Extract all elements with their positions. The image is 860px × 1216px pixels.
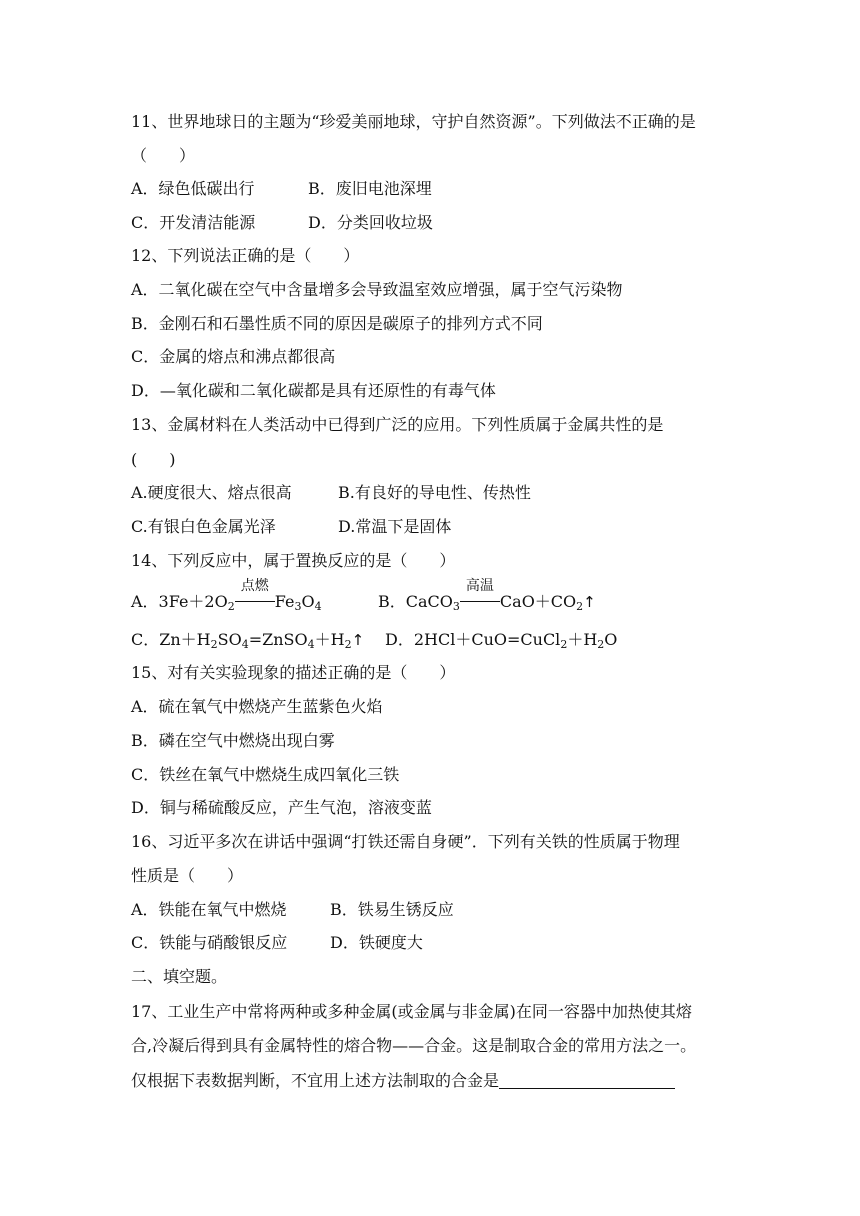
q12-stem: 12、下列说法正确的是（ ） (131, 246, 360, 265)
q16-options-row1 (131, 900, 454, 920)
q15-stem: 15、对有关实验现象的描述正确的是（ ） (131, 663, 456, 682)
q12-option-a: A．二氧化碳在空气中含量增多会导致温室效应增强，属于空气污染物 (131, 280, 623, 299)
q16-stem-line2: 性质是（ ） (131, 866, 244, 885)
q16-option-b: B．铁易生锈反应 (330, 900, 454, 919)
q15-option-d: D．铜与稀硫酸反应，产生气泡，溶液变蓝 (131, 798, 432, 817)
section-fill-in-title: 二、填空题。 (131, 967, 228, 986)
q13-options-row2 (131, 517, 452, 537)
q17-answer-blank[interactable] (499, 1070, 675, 1089)
q17-stem-line3: 仅根据下表数据判断，不宜用上述方法制取的合金是 (131, 1070, 675, 1091)
q17-stem-line1: 17、工业生产中常将两种或多种金属(或金属与非金属)在同一容器中加热使其熔 (131, 1002, 692, 1021)
q12-option-b: B．金刚石和石墨性质不同的原因是碳原子的排列方式不同 (131, 314, 543, 333)
q11-options-row2 (131, 213, 433, 233)
q11-stem-line2: （ ） (131, 146, 196, 165)
q14-a-reaction-condition: 点燃 (235, 592, 275, 612)
q12-option-d: D．—氧化碳和二氧化碳都是具有还原性的有毒气体 (131, 381, 496, 400)
q11-option-b: B．废旧电池深埋 (308, 179, 432, 198)
q11-option-c: C．开发清洁能源 (131, 213, 256, 232)
q13-stem-line1: 13、金属材料在人类活动中已得到广泛的应用。下列性质属于金属共性的是 (131, 415, 664, 434)
q14-stem: 14、下列反应中，属于置换反应的是（ ） (131, 551, 456, 570)
q15-option-b: B．磷在空气中燃烧出现白雾 (131, 731, 335, 750)
q14-option-d: D．$2HCl+CuO=CuCl_2+H_2O$ (385, 630, 618, 651)
q16-options-row2 (131, 933, 423, 953)
q13-option-a: A.硬度很大、熔点很高 (131, 483, 292, 502)
q14-options-row2 (131, 630, 618, 651)
q16-option-a: A．铁能在氧气中燃烧 (131, 900, 287, 919)
q13-stem-line2: ( ) (131, 450, 176, 469)
q14-option-b: B．CaCO$_3$ 高温 $CaO+CO_2↑$ (378, 578, 596, 613)
q11-options-row1 (131, 179, 432, 199)
q13-option-c: C.有银白色金属光泽 (131, 517, 276, 536)
q16-stem-line1: 16、习近平多次在讲话中强调“打铁还需自身硬”．下列有关铁的性质属于物理 (131, 832, 680, 851)
q13-option-d: D.常温下是固体 (338, 517, 452, 536)
gas-up-arrow-icon: ↑ (351, 631, 365, 649)
gas-up-arrow-icon: ↑ (583, 593, 596, 611)
q14-b-reaction-condition: 高温 (460, 592, 500, 612)
q11-stem-line1: 11、世界地球日的主题为“珍爱美丽地球，守护自然资源”。下列做法不正确的是 (131, 112, 696, 131)
q14-option-c: C．$Zn+H_2SO_4=ZnSO_4+H_2↑$ (131, 630, 365, 651)
q16-option-c: C．铁能与硝酸银反应 (131, 933, 288, 952)
q17-stem-line2: 合,冷凝后得到具有金属特性的熔合物——合金。这是制取合金的常用方法之一。 (131, 1036, 697, 1055)
q11-option-d: D．分类回收垃圾 (308, 213, 433, 232)
q11-option-a: A．绿色低碳出行 (131, 179, 255, 198)
q15-option-a: A．硫在氧气中燃烧产生蓝紫色火焰 (131, 697, 383, 716)
q16-option-d: D．铁硬度大 (330, 933, 423, 952)
q14-options-row1 (131, 578, 596, 613)
q13-option-b: B.有良好的导电性、传热性 (338, 483, 531, 502)
q13-options-row1 (131, 483, 531, 503)
q15-option-c: C．铁丝在氧气中燃烧生成四氧化三铁 (131, 765, 400, 784)
q14-option-a: A．$3Fe+2O_2$ 点燃 $Fe_3O_4$ (131, 578, 322, 613)
q12-option-c: C．金属的熔点和沸点都很高 (131, 347, 336, 366)
